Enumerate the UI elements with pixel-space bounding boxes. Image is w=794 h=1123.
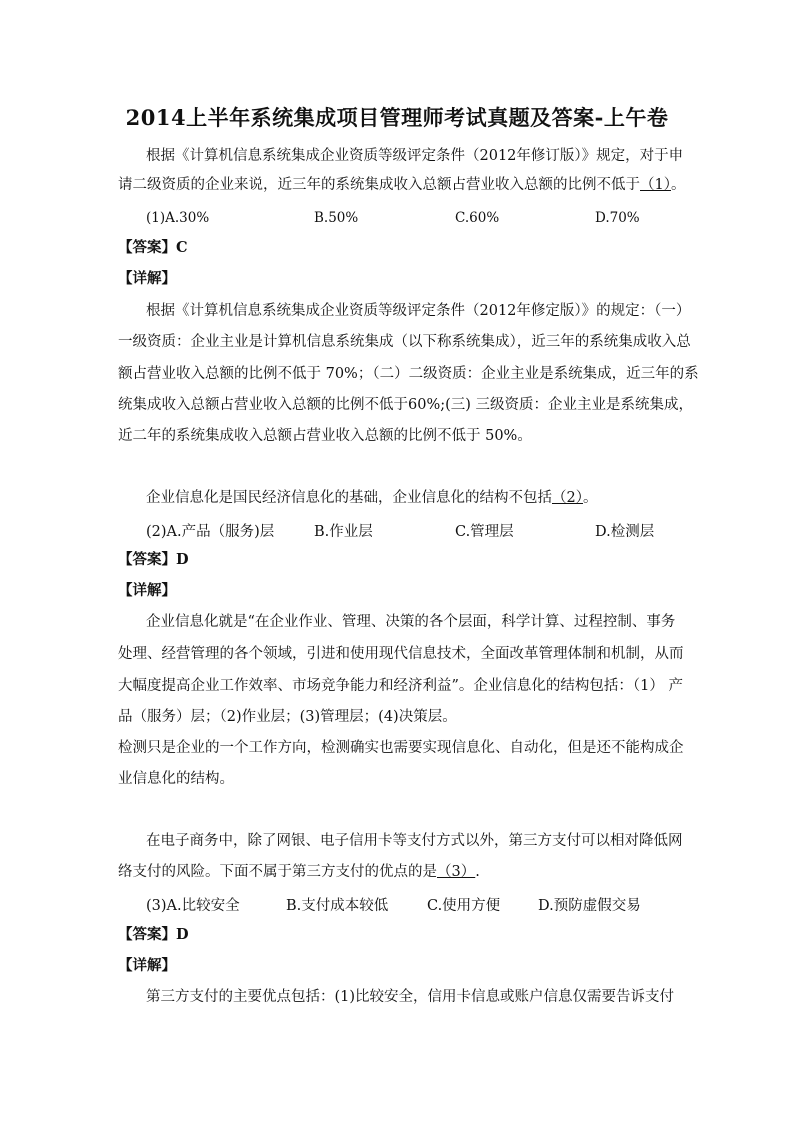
- q3-option-c: C.使用方便: [427, 898, 501, 914]
- q1-stem-line-1: 根据《计算机信息系统集成企业资质等级评定条件（2012年修订版）》规定，对于申: [146, 148, 684, 164]
- q2-detail-line: 品（服务）层；（2)作业层；(3)管理层；(4)决策层。: [118, 709, 457, 725]
- q3-stem-line-2: [118, 862, 480, 882]
- q2-extra-line: 业信息化的结构。: [118, 771, 234, 787]
- q1-answer: 【答案】C: [118, 239, 188, 256]
- q1-detail-line: 额占营业收入总额的比例不低于 70%；（二）二级资质：企业主业是系统集成，近三年的系: [118, 366, 699, 382]
- q1-blank: （1）: [640, 177, 671, 193]
- q3-stem-end: .: [475, 864, 480, 880]
- q3-stem-text: 络支付的风险。下面不属于第三方支付的优点的是: [118, 864, 437, 880]
- q2-stem-end: 。: [582, 490, 598, 506]
- q2-extra-line: 检测只是企业的一个工作方向，检测确实也需要实现信息化、自动化，但是还不能构成企: [118, 740, 684, 756]
- q1-option-a: (1)A.30%: [146, 210, 210, 226]
- q2-blank: （2）: [552, 490, 583, 506]
- q1-detail-line: 近二年的系统集成收入总额占营业收入总额的比例不低于 50%。: [118, 428, 532, 444]
- q2-detail-line: 大幅度提高企业工作效率、市场竞争能力和经济利益”。企业信息化的结构包括：（1） 产: [118, 678, 683, 694]
- q1-option-c: C.60%: [455, 210, 500, 226]
- q2-detail-line: 企业信息化就是“在企业作业、管理、决策的各个层面，科学计算、过程控制、事务: [146, 614, 676, 630]
- q2-option-b: B.作业层: [314, 524, 373, 540]
- q1-detail-line: 统集成收入总额占营业收入总额的比例不低于60%;(三) 三级资质：企业主业是系统集成，: [118, 397, 694, 413]
- q1-detail-line: 根据《计算机信息系统集成企业资质等级评定条件（2012年修定版）》的规定：（一）: [146, 303, 691, 319]
- q3-blank: （3）: [437, 864, 476, 880]
- q1-option-b: B.50%: [314, 210, 359, 226]
- q2-stem-text: 企业信息化是国民经济信息化的基础，企业信息化的结构不包括: [146, 490, 552, 506]
- q3-detail-line: 第三方支付的主要优点包括：(1)比较安全，信用卡信息或账户信息仅需要告诉支付: [146, 989, 675, 1005]
- q2-stem: [146, 488, 597, 508]
- q1-stem-line-2: [118, 175, 685, 195]
- page-title: 2014上半年系统集成项目管理师考试真题及答案-上午卷: [125, 105, 669, 130]
- q3-option-d: D.预防虚假交易: [538, 898, 641, 914]
- q3-stem-line-1: 在电子商务中，除了网银、电子信用卡等支付方式以外，第三方支付可以相对降低网: [146, 833, 683, 849]
- q3-detail-label: 【详解】: [118, 957, 176, 974]
- q3-option-a: (3)A.比较安全: [146, 898, 240, 914]
- q1-stem-text: 请二级资质的企业来说，近三年的系统集成收入总额占营业收入总额的比例不低于: [118, 177, 640, 193]
- q2-answer: 【答案】D: [118, 551, 189, 568]
- q1-detail-label: 【详解】: [118, 270, 176, 287]
- q3-answer: 【答案】D: [118, 926, 189, 943]
- q1-stem-end: 。: [670, 177, 686, 193]
- q1-detail-line: 一级资质：企业主业是计算机信息系统集成（以下称系统集成），近三年的系统集成收入总: [118, 334, 691, 350]
- q2-detail-line: 处理、经营管理的各个领域，引进和使用现代信息技术，全面改革管理体制和机制，从而: [118, 646, 684, 662]
- q2-detail-label: 【详解】: [118, 582, 176, 599]
- q2-option-a: (2)A.产品（服务)层: [146, 524, 275, 540]
- q2-option-c: C.管理层: [455, 524, 514, 540]
- q3-option-b: B.支付成本较低: [286, 898, 389, 914]
- q2-option-d: D.检测层: [595, 524, 655, 540]
- q1-option-d: D.70%: [595, 210, 640, 226]
